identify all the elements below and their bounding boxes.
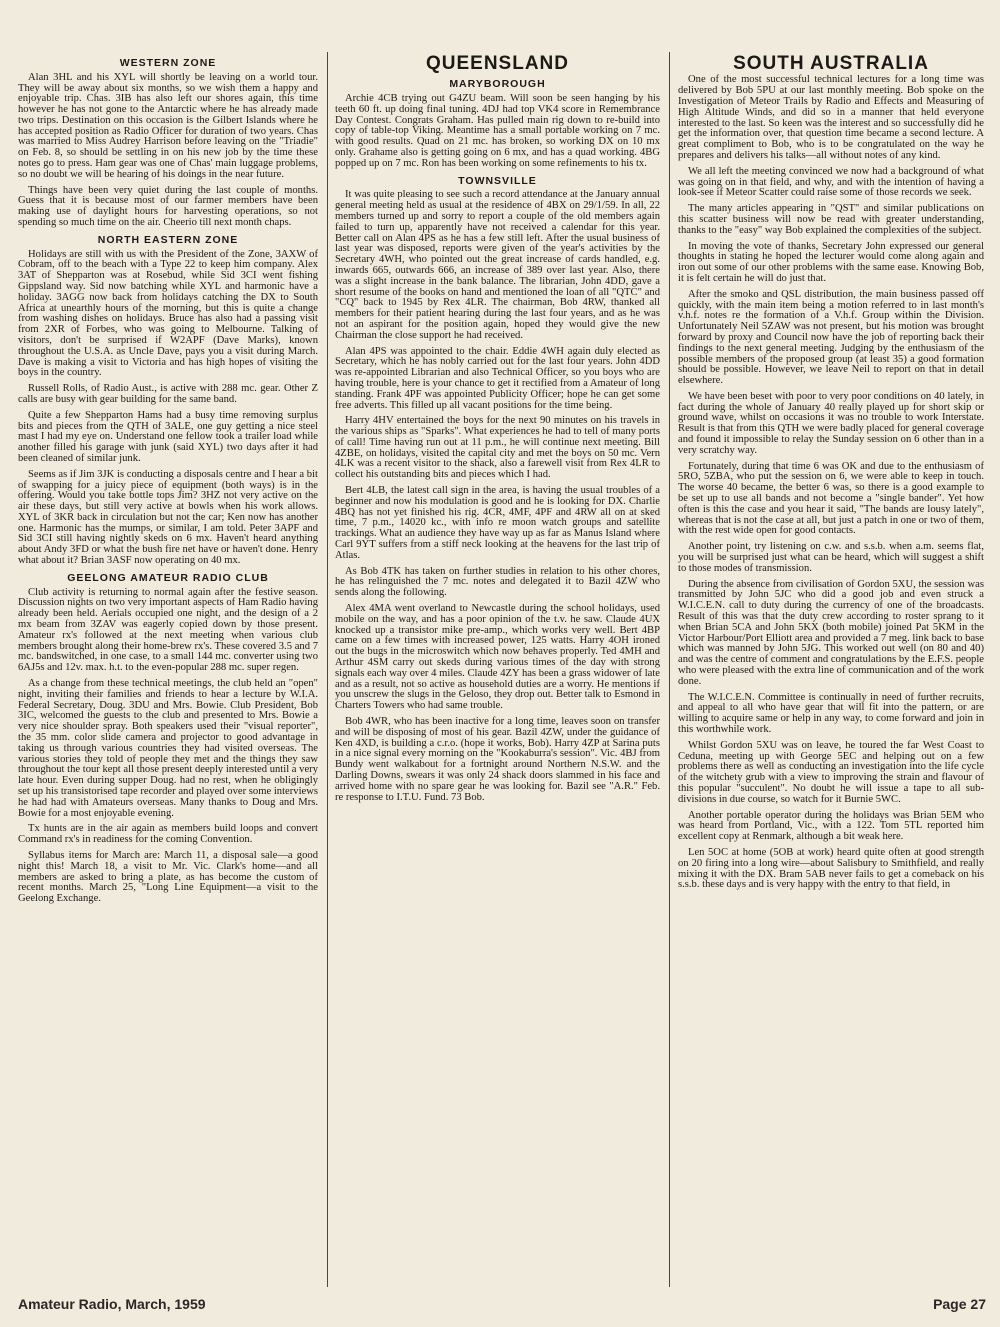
section-heading-townsville: TOWNSVILLE: [458, 174, 537, 187]
paragraph: Archie 4CB trying out G4ZU beam. Will soon be seen hanging by his teeth 60 ft. up doing final tuning. 4DJ had top VK4 score in Remembrance Day Contest. Congrats Graham. Has pulled main rig down to re-build into copy of table-top Viking. Meantime has a small portable working on 7 mc. with good results. Quad on 21 mc. has broken, so working DX on 10 mx only. Grahame also is getting going on 6 mx, and has a quad working. 4BG popped up on 7 mc. Ron has been working on some refinements to his tx.: [335, 93, 660, 169]
paragraph: It was quite pleasing to see such a record attendance at the January annual general meeting held as usual at the residence of 4BX on 29/1/59. In all, 22 members turned up and sorry to report a couple of the old members again failed to turn up, apparently have not received a calendar for this year. Better call on Alan 4PS as he has a few still left. After the usual business of last year was disposed, reports were given of the year's activities by the Secretary 4WH, who pointed out the great increase of cards handled, e.g. inwards 665, outwards 666, an increase of 389 over last year. Also, there was a slight increase in the bank balance. The librarian, John 4DD, gave a short resume of the books on hand and mentioned the loan of all "QTC" and "CQ" back to 1945 by Rex 4LR. The chairman, Bob 4RW, thanked all members for their patient hearing during the last four years, and as he was not an aspirant for the position again, hoped they would give the new Chairman the close support he had received.: [335, 189, 660, 341]
paragraph: After the smoko and QSL distribution, the main business passed off quickly, with the main item being a motion referred to in last month's v.h.f. notes re the formation of a V.h.f. Group within the Division. Unfortunately Neil 5ZAW was not present, but his motion was brought forward by proxy and Council now have the job of reporting back their findings to the next general meeting. Judging by the enthusiasm of the possible members of the proposed group (at least 35) a good formation should be possible. However, we leave Neil to report on that in detail elsewhere.: [678, 288, 984, 387]
paragraph: Club activity is returning to normal again after the festive season. Discussion nights on two very important aspects of Ham Radio having already been held. Aerials occupied one night, and the design of a 2 mx beam from 3ZAV was eagerly copied down by those present. Amateur rx's followed at the next meeting when various club members brought along their home-brew rx's. These covered 3.5 and 7 mc. bandswitched, in one case, to a small 144 mc. converter using two 6AJ5s and 12v. max. h.t. to the even-popular 288 mc. super regen.: [18, 586, 318, 674]
paragraph: During the absence from civilisation of Gordon 5XU, the session was transmitted by John 5JC who did a good job and even struck a W.I.C.E.N. call to duty during the currency of one of the broadcasts. Result of this was that the duty crew according to roster sprang to it when Brian 5CA and John 5KX (both mobile) joined Pat 5KM in the Victor Harbour/Port Elliott area and provided a 7 meg. link back to base which was manned by John 5JG. This worked out well (on 80 and 40) and was the centre of comment and congratulations by the E.F.S. people who were pleased with the extra line of communication and of the work done.: [678, 578, 984, 687]
paragraph: Tx hunts are in the air again as members build loops and convert Command rx's in readiness for the coming Convention.: [18, 823, 318, 846]
paragraph: Alex 4MA went overland to Newcastle during the school holidays, used mobile on the way, and has a poor opinion of the t.v. he saw. Claude 4UX knocked up a transistor mike pre-amp., which works very well. Bert 4BP came on a few times with increased power, 125 watts. Harry 4OH ironed out the bugs in the microswitch which now behaves properly. Ted 4MH and Arthur 4SM carry out skeds during various times of the day with strong signals each way over 4 miles. Claude 4ZY has been a grass widower of late and as a result, not so active as household duties are a worry. He mentions if you unscrew the slugs in the Geloso, they drop out. Better talk to Esmond in Charters Towers who had same trouble.: [335, 603, 660, 712]
column-queensland: [335, 52, 660, 1292]
paragraph: As a change from these technical meetings, the club held an "open" night, inviting their families and friends to hear a lecture by W.I.A. Federal Secretary, Doug. 3DU and Mrs. Bowie. Club President, Bob 3IC, welcomed the guests to the club and presented to Mrs. Bowie a very nice shoulder spray. Both speakers used their "visual reporter", the 35 mm. color slide camera and projector to good advantage in taking us through various countries they had visited overseas. The various stories they told of people they met and the things they saw throughout the tour kept all those present deeply interested until a very late hour. Even during supper Doug. had no rest, when he obligingly set up his transistorised tape recorder and played over some interviews he had had with Amateurs overseas. Many thanks to Doug and Mrs. Bowie for a most enjoyable evening.: [18, 677, 318, 819]
paragraph: We have been beset with poor to very poor conditions on 40 lately, in fact during the whole of January 40 really played up for short skip or ground wave, whilst on occasions it was no trouble to work Interstate. Result is that from this QTH we were badly placed for general coverage and found it impossible to relay the Sunday session on 6 other than in a very scratchy way.: [678, 390, 984, 456]
paragraph: In moving the vote of thanks, Secretary John expressed our general thoughts in stating he hoped the lecturer would come along again and iron out some of our other problems with the same ease. Knowing Bob, it is felt certain he will do just that.: [678, 240, 984, 284]
paragraph: The many articles appearing in "QST" and similar publications on this scatter business will now be read with greater understanding, thanks to the "easy" way Bob explained the complexities of the subject.: [678, 203, 984, 236]
paragraph: Holidays are still with us with the President of the Zone, 3AXW of Cobram, off to the beach with a Type 22 to keep him company. Alex 3AT of Shepparton was at Rosebud, while Sid 3CI went fishing Gippsland way. Sid now batching while XYL and harmonic have a holiday. 3AGG now back from holidays catching the DX to South Africa at unearthly hours of the morning, but this is quite a change from washing dishes on holidays. Bruce has also had a passing visit from 2XR of Forbes, who was going to Melbourne. Talking of visitors, don't be surprised if W2APF (Dave Marks), known throughout the U.S.A. as Uncle Dave, pays you a visit during March. Dave is making a visit to Victoria and has high hopes of visiting the boys in the country.: [18, 248, 318, 379]
paragraph: One of the most successful technical lectures for a long time was delivered by Bob 5PU at our last monthly meeting. Bob spoke on the Investigation of Meteor Trails by Radio and Effects and Measuring of High Altitude Winds, and did so in a manner that held everyone interested to the last. So keen was the interest and so successfully did he get the information over, that question time became a second lecture. A great compliment to Bob, who is to be congratulated on the way he prepares and delivers his talks—all without notes of any kind.: [678, 74, 984, 161]
paragraph: Another portable operator during the holidays was Brian 5EM who was heard from Portland, Vic., with a 122. Tom 5TL reported him excellent copy at Renmark, although a bit weak here.: [678, 809, 984, 843]
paragraph: As Bob 4TK has taken on further studies in relation to his other chores, he has relinguished the 7 mc. notes and delegated it to Bazil 4ZW who sends along the following.: [335, 565, 660, 599]
footer-page-number: Page 27: [933, 1296, 986, 1312]
section-heading-western-zone: WESTERN ZONE: [119, 57, 217, 69]
column-divider: [669, 52, 670, 1287]
section-heading-north-eastern-zone: NORTH EASTERN ZONE: [97, 233, 239, 246]
paragraph: Alan 3HL and his XYL will shortly be leaving on a world tour. They will be away about six months, so we wish them a happy and enjoyable trip. Chas. 3IB has also left our shores again, this time however he has not gone to the Antarctic where he has already made two trips. Destination on this occasion is the Gilbert Islands where he has accepted position as Radio Officer for duration of two years. Chas was married to Miss Audrey Harrison before leaving on the "Triadie" on Feb. 8, so should be settling in on his new job by the time these notes go to press. Ham gear was one of Chas' main luggage problems, so no doubt we will be hearing of his doings in the near future.: [18, 71, 318, 180]
paragraph: Bob 4WR, who has been inactive for a long time, leaves soon on transfer and will be disposing of most of his gear. Bazil 4ZW, under the guidance of Ken 4XD, is building a c.r.o. (hope it works, Bob). Harry 4ZP at Sarina puts in a nice signal every morning on the "Kookaburra's session". Vic. 4BJ from Bundy went walkabout for a fortnight around Northern N.S.W. and the Darling Downs, swears it was only 24 shack doors slammed in his face and arrived home with no spare gear he was looking for. Bazil see "A.R." Feb. re response to I.T.U. Fund. 73 Bob.: [335, 716, 660, 803]
paragraph: Harry 4HV entertained the boys for the next 90 minutes on his travels in the various ships as "Sparks". What experiences he had to tell of many ports of call! Time having run out at 11 p.m., he will continue next meeting. Bill 4ZBE, on holidays, visited the capital city and met the boys on 50 mc. Vern 4LK was a recent visitor to the shack, also a farewell visit from Rex 4LR to collect his outstanding bits and pieces which I had.: [335, 415, 660, 481]
paragraph: Another point, try listening on c.w. and s.s.b. when a.m. seems flat, you will be surprised just what can be heard, which will suggest a shift to those modes of transmission.: [678, 541, 984, 574]
paragraph: Alan 4PS was appointed to the chair. Eddie 4WH again duly elected as Secretary, which he has nobly carried out for the last four years. John 4DD was re-appointed Librarian and also Technical Officer, so you boys who are having trouble, here is your chance to get it rectified from a Amateur of long standing. Frank 4PF was appointed Publicity Officer; hope he can get some free adverts. This filled up all vacant positions for the time being.: [335, 345, 660, 411]
paragraph: Seems as if Jim 3JK is conducting a disposals centre and I hear a bit of swapping for a juicy piece of equipment (both ways) is in the offering. Would you take bottle tops Jim? 3HZ not very active on the air these days, but still very active at bowls when his work allows. XYL of 3KR back in circulation but not the car; Ken now has another one. Harmonic has the mumps, or similar, I am told. Peter 3APF and Sid 3CI still having nightly skeds on 6 mx. Haven't heard anything about Andy 3FD or what the bush fire net have or haven't done. Henry what about it? Brian 3ASF now operating on 40 mx.: [18, 468, 318, 567]
footer-publication: Amateur Radio, March, 1959: [18, 1296, 206, 1312]
paragraph: The W.I.C.E.N. Committee is continually in need of further recruits, and appeal to all who have gear that will fit into the pattern, or are willing to acquire same or help in any way, to come forward and join in this worthwhile work.: [678, 691, 984, 735]
paragraph: Syllabus items for March are: March 11, a disposal sale—a good night this! March 18, a visit to Mr. Vic. Clark's home—and all members are asked to bring a plate, as has become the custom of recent months. March 25, "Long Line Equipment—a visit to the Geelong Exchange.: [18, 849, 318, 905]
column-victoria-zones: [18, 52, 318, 1292]
section-heading-maryborough: MARYBOROUGH: [449, 78, 546, 91]
paragraph: Bert 4LB, the latest call sign in the area, is having the usual troubles of a beginner and now his modulation is good and he is looking for DX. Charlie 4BQ has not yet finished his rig. 4CR, 4MF, 4PF and 4RW all on at sked time, 7 p.m., 14020 kc., with info re moon watch groups and satellite trackings. What an audience they have way up as far as Manus Island where Carl 9YT suffers from a stiff neck looking at the heavens for the last trip of Atlas.: [335, 485, 660, 561]
paragraph: Things have been very quiet during the last couple of months. Guess that it is because most of our farmer members have been making use of daylight hours for harvesting operations, so not spending so much time on the air. Cheerio till next month chaps.: [18, 184, 318, 229]
region-title-south-australia: SOUTH AUSTRALIA: [733, 53, 929, 74]
section-heading-geelong-club: GEELONG AMATEUR RADIO CLUB: [67, 571, 269, 584]
paragraph: Quite a few Shepparton Hams had a busy time removing surplus bits and pieces from the QTH of 3ALE, one guy getting a nice steel mast I had my eye on. Understand one fellow took a trailer load while another filled his garage with junk (said XYL) two days after it had been cleaned of similar junk.: [18, 409, 318, 464]
paragraph: Whilst Gordon 5XU was on leave, he toured the far West Coast to Ceduna, meeting up with George 5EC and helping out on a few problems there as well as conducting an investigation into the life cycle of the witchety grub with a view to improving the strain and flavour of this popular "succulent". No doubt he will issue a tape to all sub-divisions in due course, so watch for it Burnie 5WC.: [678, 739, 984, 805]
paragraph: Fortunately, during that time 6 was OK and due to the enthusiasm of 5RO, 5ZBA, who put the session on 6, we were able to keep in touch. The worse 40 became, the better 6 was, so there is a good example to be set up to use all bands and not become a "single bander". Yet how often is this the case and you hear it said, "The bands are lousy lately", whereas that is not the case at all, but just a patch in one or two of them, with the rest wide open for good contacts.: [678, 460, 984, 537]
column-south-australia: [678, 52, 984, 1292]
paragraph: Len 5OC at home (5OB at work) heard quite often at good strength on 20 firing into a long wire—about Salisbury to Smithfield, and really mixing it with the DX. Bram 5AB never fails to get a comeback on his s.s.b. these days and is very happy with the entry to that field, in: [678, 846, 984, 891]
paragraph: We all left the meeting convinced we now had a background of what was going on in that field, and why, and with the intention of having a look-see if Meteor Scatter could raise some of those records we seek.: [678, 165, 984, 199]
column-divider: [327, 52, 328, 1287]
region-title-queensland: QUEENSLAND: [425, 53, 569, 74]
paragraph: Russell Rolls, of Radio Aust., is active with 288 mc. gear. Other Z calls are busy with gear building for the same band.: [18, 383, 318, 405]
